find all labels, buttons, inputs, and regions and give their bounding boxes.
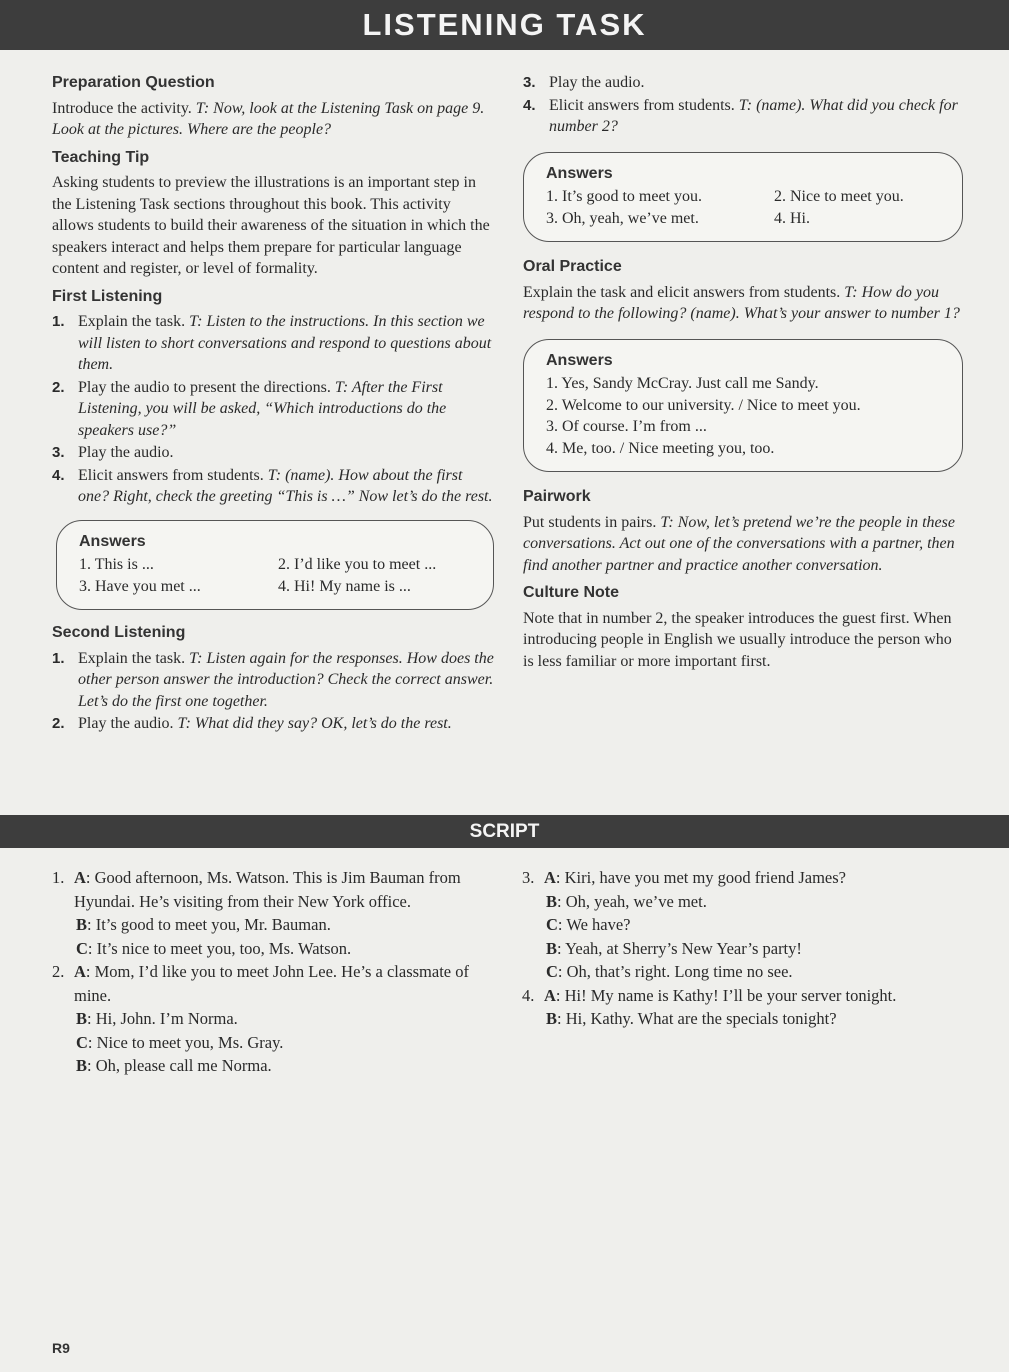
list-item: 3. Play the audio. xyxy=(52,444,174,461)
answer-item: 1. Yes, Sandy McCray. Just call me Sandy. xyxy=(546,375,819,392)
list-item: 2. Play the audio. T: What did they say? OK, let’s do the rest. xyxy=(52,715,452,732)
preparation-text: Introduce the activity. T: Now, look at the Listening Task on page 9. Look at the pictures. Where are the people? xyxy=(52,99,485,138)
second-listening-heading: Second Listening xyxy=(52,624,186,641)
script-line: 2. A: Mom, I’d like you to meet John Lee. He’s a classmate of mine. xyxy=(52,962,469,1005)
script-line: B: Hi, John. I’m Norma. xyxy=(76,1009,238,1028)
script-line: C: Nice to meet you, Ms. Gray. xyxy=(76,1032,284,1052)
answers-heading: Answers xyxy=(546,351,613,369)
answer-item: 3. Of course. I’m from ... xyxy=(546,418,707,435)
right-column xyxy=(523,72,963,678)
script-left-column xyxy=(52,866,492,1078)
teaching-tip-heading: Teaching Tip xyxy=(52,148,150,166)
script-line: 3. A: Kiri, have you met my good friend James? xyxy=(522,868,846,887)
second-listening-list xyxy=(52,648,494,735)
script-line: B: Oh, yeah, we’ve met. xyxy=(546,891,707,911)
list-item: 3. Play the audio. xyxy=(523,74,645,91)
answers-heading: Answers xyxy=(546,164,613,182)
pairwork-text: Put students in pairs. T: Now, let’s pretend we’re the people in these conversations. Act out one of the conversations with a partner, then find another partner and practice another conversation. xyxy=(523,513,955,574)
list-item: 1. Explain the task. T: Listen to the instructions. In this section we will listen to short conversations and respond to questions about them. xyxy=(52,313,492,373)
preparation-heading: Preparation Question xyxy=(52,74,215,91)
script-line: B: It’s good to meet you, Mr. Bauman. xyxy=(76,915,331,934)
list-item: 4. Elicit answers from students. T: (name). How about the first one? Right, check the greeting “This is …” Now let’s do the rest. xyxy=(52,466,493,505)
answer-item: 3. Oh, yeah, we’ve met. xyxy=(546,209,699,227)
script-line: B: Hi, Kathy. What are the specials tonight? xyxy=(546,1009,837,1028)
answers-box-oral-practice xyxy=(523,339,963,473)
list-item: 4. Elicit answers from students. T: (name). What did you check for number 2? xyxy=(523,96,958,135)
script-line: C: It’s nice to meet you, too, Ms. Watson. xyxy=(76,938,352,958)
script-line: B: Oh, please call me Norma. xyxy=(76,1056,272,1075)
continued-list xyxy=(523,72,963,138)
list-item: 2. Play the audio to present the directions. T: After the First Listening, you will be asked, “Which introductions do the speakers use?” xyxy=(52,378,447,439)
left-column xyxy=(52,72,494,739)
first-listening-list xyxy=(52,311,494,508)
script-line: B: Yeah, at Sherry’s New Year’s party! xyxy=(546,938,802,958)
answers-box-second-listening xyxy=(523,152,963,243)
section-banner: LISTENING TASK xyxy=(0,0,1009,50)
answer-item: 2. I’d like you to meet ... xyxy=(278,556,437,573)
answer-item: 3. Have you met ... xyxy=(79,577,201,595)
first-listening-heading: First Listening xyxy=(52,287,163,305)
answer-item: 2. Nice to meet you. xyxy=(774,188,904,205)
oral-practice-text: Explain the task and elicit answers from students. T: How do you respond to the following? (name). What’s your answer to number 1? xyxy=(523,283,960,322)
answer-item: 1. This is ... xyxy=(79,556,154,573)
list-item: 1. Explain the task. T: Listen again for the responses. How does the other person answer the introduction? Check the correct answer. Let’s do the first one together. xyxy=(52,649,494,710)
culture-note-heading: Culture Note xyxy=(523,584,619,601)
script-line: 1. A: Good afternoon, Ms. Watson. This is Jim Bauman from Hyundai. He’s visiting from their New York office. xyxy=(52,868,461,911)
script-line: 4. A: Hi! My name is Kathy! I’ll be your server tonight. xyxy=(522,985,897,1005)
oral-practice-heading: Oral Practice xyxy=(523,258,622,275)
answer-item: 4. Hi. xyxy=(774,209,810,227)
script-line: C: Oh, that’s right. Long time no see. xyxy=(546,962,793,981)
answers-box-first-listening xyxy=(56,520,494,611)
answer-item: 4. Me, too. / Nice meeting you, too. xyxy=(546,439,775,457)
answers-heading: Answers xyxy=(79,532,146,550)
teaching-tip-text: Asking students to preview the illustrations is an important step in the Listening Task sections throughout this book. This activity allows students to build their awareness of the situation in which the speakers interact and helps them prepare for particular language content and register, or level of formality. xyxy=(52,174,490,277)
pairwork-heading: Pairwork xyxy=(523,488,591,505)
script-line: C: We have? xyxy=(546,915,631,934)
answer-item: 1. It’s good to meet you. xyxy=(546,188,702,205)
page-number: R9 xyxy=(52,1340,70,1356)
script-banner: SCRIPT xyxy=(0,815,1009,848)
answer-item: 2. Welcome to our university. / Nice to meet you. xyxy=(546,396,861,414)
script-right-column xyxy=(522,866,967,1031)
answer-item: 4. Hi! My name is ... xyxy=(278,577,411,595)
culture-note-text: Note that in number 2, the speaker introduces the guest first. When introducing people in English we usually introduce the person who is less familiar or more important first. xyxy=(523,609,952,670)
